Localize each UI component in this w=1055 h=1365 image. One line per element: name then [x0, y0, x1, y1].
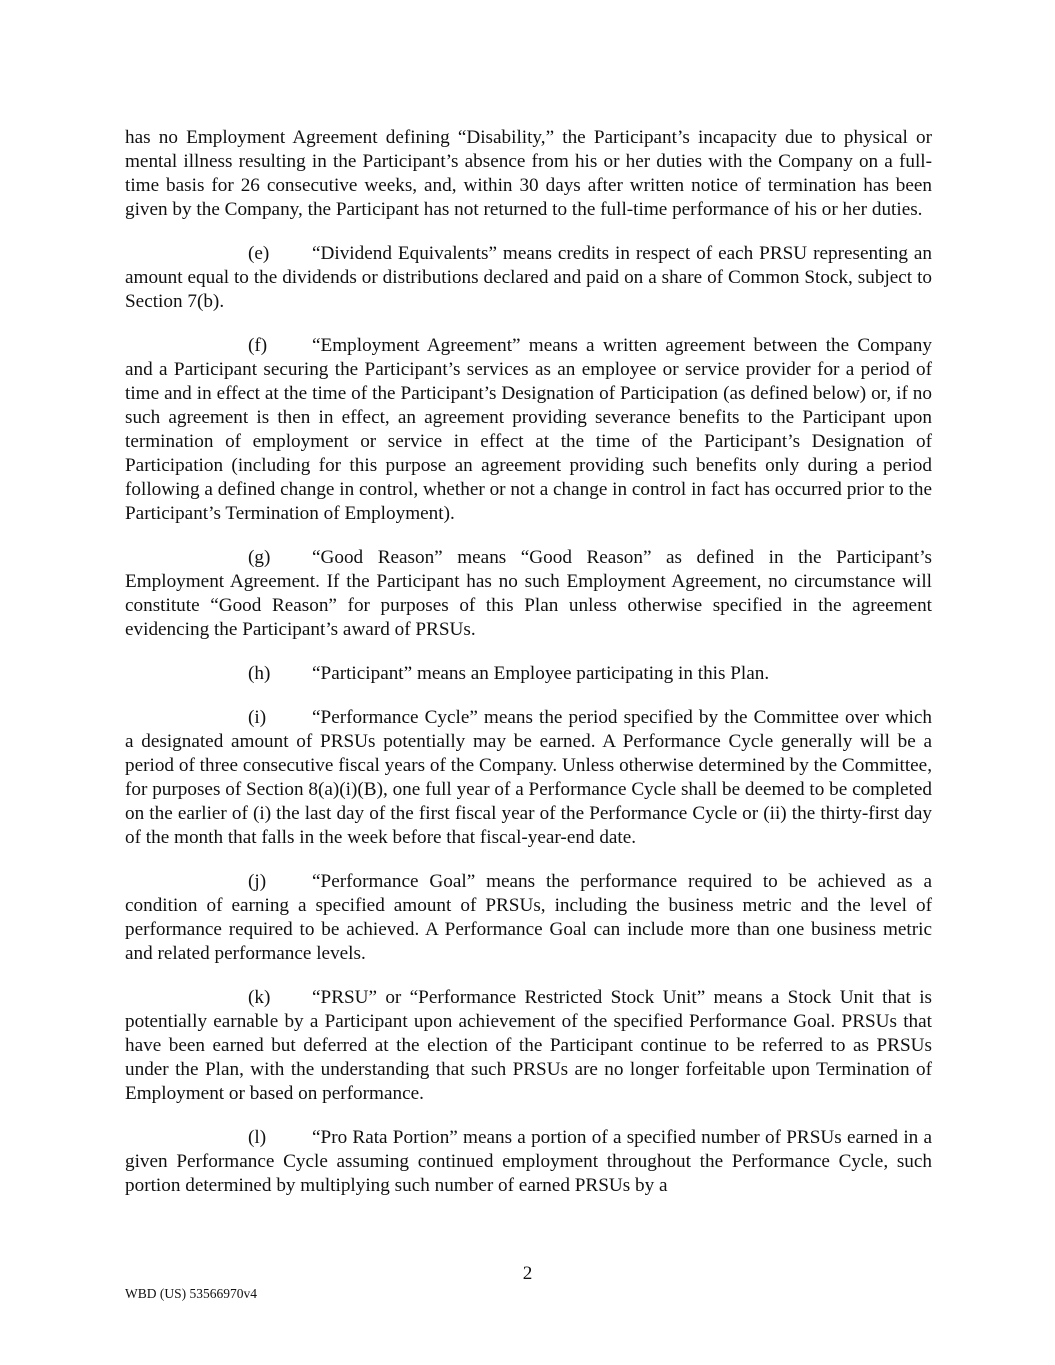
definition-label: (i) — [248, 707, 267, 728]
document-footer-id: WBD (US) 53566970v4 — [125, 1286, 257, 1301]
definition-f — [125, 334, 932, 526]
definition-text: “Good Reason” means “Good Reason” as defined in the Participant’s Employment Agreement. If the Participant has no such Employment Agreement, no circumstance will constitute “Good Reason” for purposes of this Plan unless otherwise specified in the agreement evidencing the Participant’s award of PRSUs. — [125, 547, 932, 640]
definition-h — [125, 662, 932, 686]
definition-label: (f) — [248, 335, 268, 356]
definition-text: “Performance Cycle” means the period specified by the Committee over which a designated amount of PRSUs potentially may be earned. A Performance Cycle generally will be a period of three consecutive fiscal years of the Company. Unless otherwise determined by the Committee, for purposes of Section 8(a)(i)(B), one full year of a Performance Cycle shall be deemed to be completed on the earlier of (i) the last day of the first fiscal year of the Performance Cycle or (ii) the thirty-first day of the month that falls in the week before that fiscal-year-end date. — [125, 707, 932, 848]
definition-text: “Dividend Equivalents” means credits in respect of each PRSU representing an amount equal to the dividends or distributions declared and paid on a share of Common Stock, subject to Section 7(b). — [125, 243, 932, 312]
definition-i — [125, 706, 932, 850]
definition-text: “Participant” means an Employee participating in this Plan. — [312, 663, 770, 684]
definition-label: (h) — [248, 663, 271, 684]
page-number: 2 — [522, 1263, 533, 1284]
definition-l — [125, 1126, 932, 1198]
document-page — [125, 126, 932, 1218]
definition-label: (g) — [248, 547, 271, 568]
definition-text: “PRSU” or “Performance Restricted Stock Unit” means a Stock Unit that is potentially earnable by a Participant upon achievement of the specified Performance Goal. PRSUs that have been earned but deferred at the election of the Participant continue to be referred to as PRSUs under the Plan, with the understanding that such PRSUs are no longer forfeitable upon Termination of Employment or based on performance. — [125, 987, 932, 1104]
definition-text: “Employment Agreement” means a written agreement between the Company and a Participant securing the Participant’s services as an employee or service provider for a period of time and in effect at the time of the Participant’s Designation of Participation (as defined below) or, if no such agreement is then in effect, an agreement providing severance benefits to the Participant upon termination of employment or service in effect at the time of the Participant’s Designation of Participation (including for this purpose an agreement providing such benefits only during a period following a defined change in control, whether or not a change in control in fact has occurred prior to the Participant’s Termination of Employment). — [125, 335, 932, 524]
definition-j — [125, 870, 932, 966]
definition-g — [125, 546, 932, 642]
definition-label: (e) — [248, 243, 270, 264]
intro-paragraph: has no Employment Agreement defining “Disability,” the Participant’s incapacity due to physical or mental illness resulting in the Participant’s absence from his or her duties with the Company on a full-time basis for 26 consecutive weeks, and, within 30 days after written notice of termination has been given by the Company, the Participant has not returned to the full-time performance of his or her duties. — [125, 127, 932, 220]
definition-text: “Performance Goal” means the performance required to be achieved as a condition of earning a specified amount of PRSUs, including the business metric and the level of performance required to be achieved. A Performance Goal can include more than one business metric and related performance levels. — [125, 871, 932, 964]
definition-label: (j) — [248, 871, 267, 892]
definition-label: (l) — [248, 1127, 267, 1148]
definition-e — [125, 242, 932, 314]
definition-text: “Pro Rata Portion” means a portion of a specified number of PRSUs earned in a given Performance Cycle assuming continued employment throughout the Performance Cycle, such portion determined by multiplying such number of earned PRSUs by a — [125, 1127, 932, 1196]
definition-label: (k) — [248, 987, 271, 1008]
definition-k — [125, 986, 932, 1106]
